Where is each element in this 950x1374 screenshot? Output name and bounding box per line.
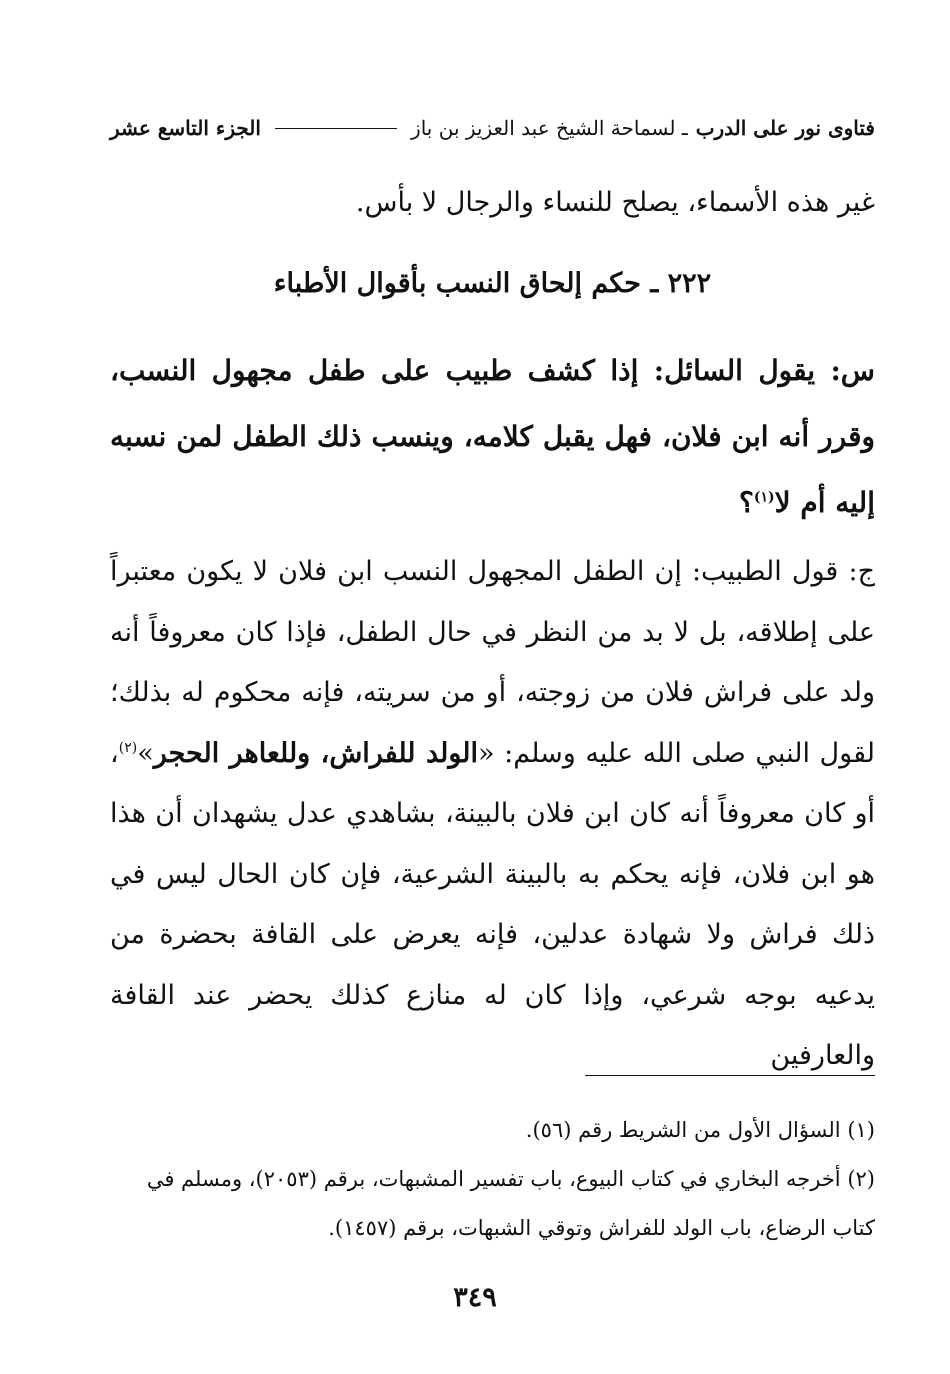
footnote-ref-2: (٢) — [118, 739, 138, 756]
hadith-close: » — [137, 737, 154, 769]
series-title: فتاوى نور على الدرب — [695, 116, 875, 140]
footnotes — [110, 1106, 875, 1253]
author-name: ـ لسماحة الشيخ عبد العزيز بن باز — [411, 116, 688, 140]
footnote-1: (١) السؤال الأول من الشريط رقم (٥٦). — [525, 1118, 875, 1142]
question-mark: ؟ — [738, 486, 754, 519]
answer-text-1: ج: قول الطبيب: إن الطفل المجهول النسب ابن فلان لا يكون معتبراً على إطلاقه، بل لا بد من النظر في حال الطفل، فإذا كان معروفاً أنه ولد على فراش فلان من زوجته، أو من سريته، فإنه محكوم له بذلك؛ لقول النبي صلى الله عليه وسلم: « — [110, 556, 875, 769]
answer-text-2: ، أو كان معروفاً أنه كان ابن فلان بالبينة، بشاهدي عدل يشهدان أن هذا هو ابن فلان، فإنه يحكم به بالبينة الشرعية، فإن كان الحال ليس في ذلك فراش ولا شهادة عدلين، فإنه يعرض على القافة بحضرة من يدعيه بوجه شرعي، وإذا كان له منازع كذلك يحضر عند القافة والعارفين — [110, 737, 875, 1071]
answer-paragraph — [110, 542, 875, 1087]
page-number: ٣٤٩ — [453, 1282, 497, 1313]
lead-paragraph: غير هذه الأسماء، يصلح للنساء والرجال لا بأس. — [355, 187, 875, 218]
section-heading: ٢٢٢ ـ حكم إلحاق النسب بأقوال الأطباء — [273, 268, 712, 299]
header-rule — [275, 128, 397, 129]
footnote-ref-1: (١) — [753, 489, 775, 506]
footnote-separator — [585, 1075, 875, 1076]
question-text: س: يقول السائل: إذا كشف طبيب على طفل مجهول النسب، وقرر أنه ابن فلان، فهل يقبل كلامه، وينسب ذلك الطفل لمن نسبه إليه أم لا — [110, 354, 875, 519]
hadith-quote: الولد للفراش، وللعاهر الحجر — [153, 737, 479, 769]
question-paragraph — [110, 338, 875, 536]
volume-label: الجزء التاسع عشر — [110, 116, 261, 140]
running-header — [110, 116, 875, 140]
footnote-2: (٢) أخرجه البخاري في كتاب البيوع، باب تفسير المشبهات، برقم (٢٠٥٣)، ومسلم في كتاب الرضاع، باب الولد للفراش وتوقي الشبهات، برقم (١٤٥٧). — [146, 1167, 875, 1240]
